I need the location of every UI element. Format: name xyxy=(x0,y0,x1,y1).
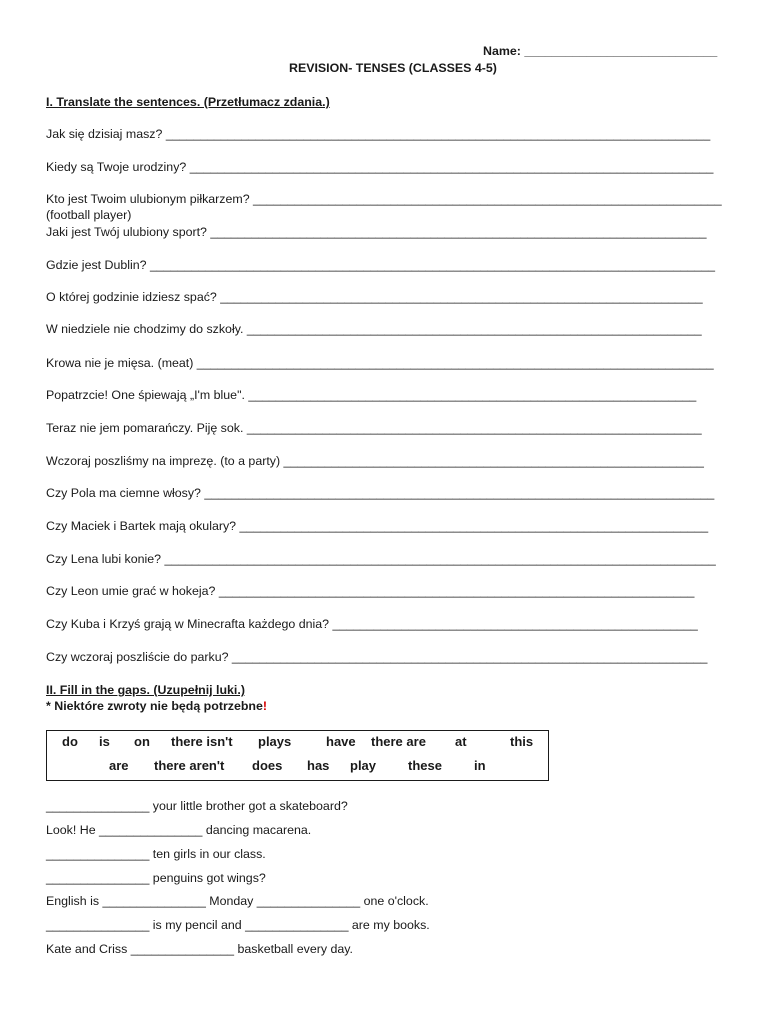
note-text: * Niektóre zwroty nie będą potrzebne xyxy=(46,699,263,713)
word-bank-item: do xyxy=(62,734,78,749)
page-title: REVISION- TENSES (CLASSES 4-5) xyxy=(289,61,497,75)
word-bank-item: at xyxy=(455,734,467,749)
s1-line-14: Czy Lena lubi konie? ________________________________________________________________________________ xyxy=(46,552,716,566)
s1-line-1: Jak się dzisiaj masz? _______________________________________________________________________________ xyxy=(46,127,711,141)
word-bank-item: these xyxy=(408,758,442,773)
word-bank-item: have xyxy=(326,734,356,749)
s1-line-17: Czy wczoraj poszliście do parku? _____________________________________________________________________ xyxy=(46,650,708,664)
s1-line-16: Czy Kuba i Krzyś grają w Minecrafta każdego dnia? _____________________________________________________ xyxy=(46,617,698,631)
section2-heading: II. Fill in the gaps. (Uzupełnij luki.) xyxy=(46,683,245,697)
s1-line-13: Czy Maciek i Bartek mają okulary? ____________________________________________________________________ xyxy=(46,519,709,533)
s2-line-5: English is _______________ Monday _______________ one o'clock. xyxy=(46,894,429,908)
word-bank xyxy=(46,730,549,781)
s1-line-8: Krowa nie je mięsa. (meat) ___________________________________________________________________________ xyxy=(46,356,714,370)
s1-line-9: Popatrzcie! One śpiewają „I'm blue". _________________________________________________________________ xyxy=(46,388,697,402)
s1-line-3: Kto jest Twoim ulubionym piłkarzem? ____________________________________________________________________ xyxy=(46,192,722,206)
s2-line-2: Look! He _______________ dancing macarena. xyxy=(46,823,312,837)
s1-line-4: Jaki jest Twój ulubiony sport? ________________________________________________________________________ xyxy=(46,225,707,239)
word-bank-item: are xyxy=(109,758,129,773)
word-bank-item: plays xyxy=(258,734,292,749)
word-bank-item: there aren't xyxy=(154,758,225,773)
s1-line-3-note: (football player) xyxy=(46,208,132,222)
word-bank-item: this xyxy=(510,734,534,749)
s2-line-3: _______________ ten girls in our class. xyxy=(46,847,266,861)
s2-line-4: _______________ penguins got wings? xyxy=(46,871,266,885)
note-exclamation: ! xyxy=(262,699,268,713)
s2-line-1: _______________ your little brother got a skateboard? xyxy=(46,799,348,813)
s1-line-7: W niedziele nie chodzimy do szkoły. __________________________________________________________________ xyxy=(46,322,702,336)
word-bank-item: play xyxy=(350,758,377,773)
section2-note xyxy=(46,699,267,714)
word-bank-item: has xyxy=(307,758,330,773)
s1-line-12: Czy Pola ma ciemne włosy? __________________________________________________________________________ xyxy=(46,486,715,500)
s1-line-15: Czy Leon umie grać w hokeja? _____________________________________________________________________ xyxy=(46,584,695,598)
s2-line-7: Kate and Criss _______________ basketball every day. xyxy=(46,942,353,956)
s1-line-2: Kiedy są Twoje urodziny? ____________________________________________________________________________ xyxy=(46,160,714,174)
word-bank-item: does xyxy=(252,758,283,773)
s1-line-5: Gdzie jest Dublin? __________________________________________________________________________________ xyxy=(46,258,716,272)
section1-heading: I. Translate the sentences. (Przetłumacz zdania.) xyxy=(46,95,330,109)
s1-line-10: Teraz nie jem pomarańczy. Piję sok. __________________________________________________________________ xyxy=(46,421,702,435)
word-bank-item: is xyxy=(99,734,110,749)
s1-line-6: O której godzinie idziesz spać? ______________________________________________________________________ xyxy=(46,290,703,304)
s1-line-11: Wczoraj poszliśmy na imprezę. (to a party) _____________________________________________________________ xyxy=(46,454,704,468)
name-field: Name: ____________________________ xyxy=(483,44,718,58)
word-bank-item: there isn't xyxy=(171,734,233,749)
word-bank-item: on xyxy=(134,734,150,749)
word-bank-item: in xyxy=(474,758,486,773)
s2-line-6: _______________ is my pencil and _______________ are my books. xyxy=(46,918,430,932)
word-bank-item: there are xyxy=(371,734,426,749)
